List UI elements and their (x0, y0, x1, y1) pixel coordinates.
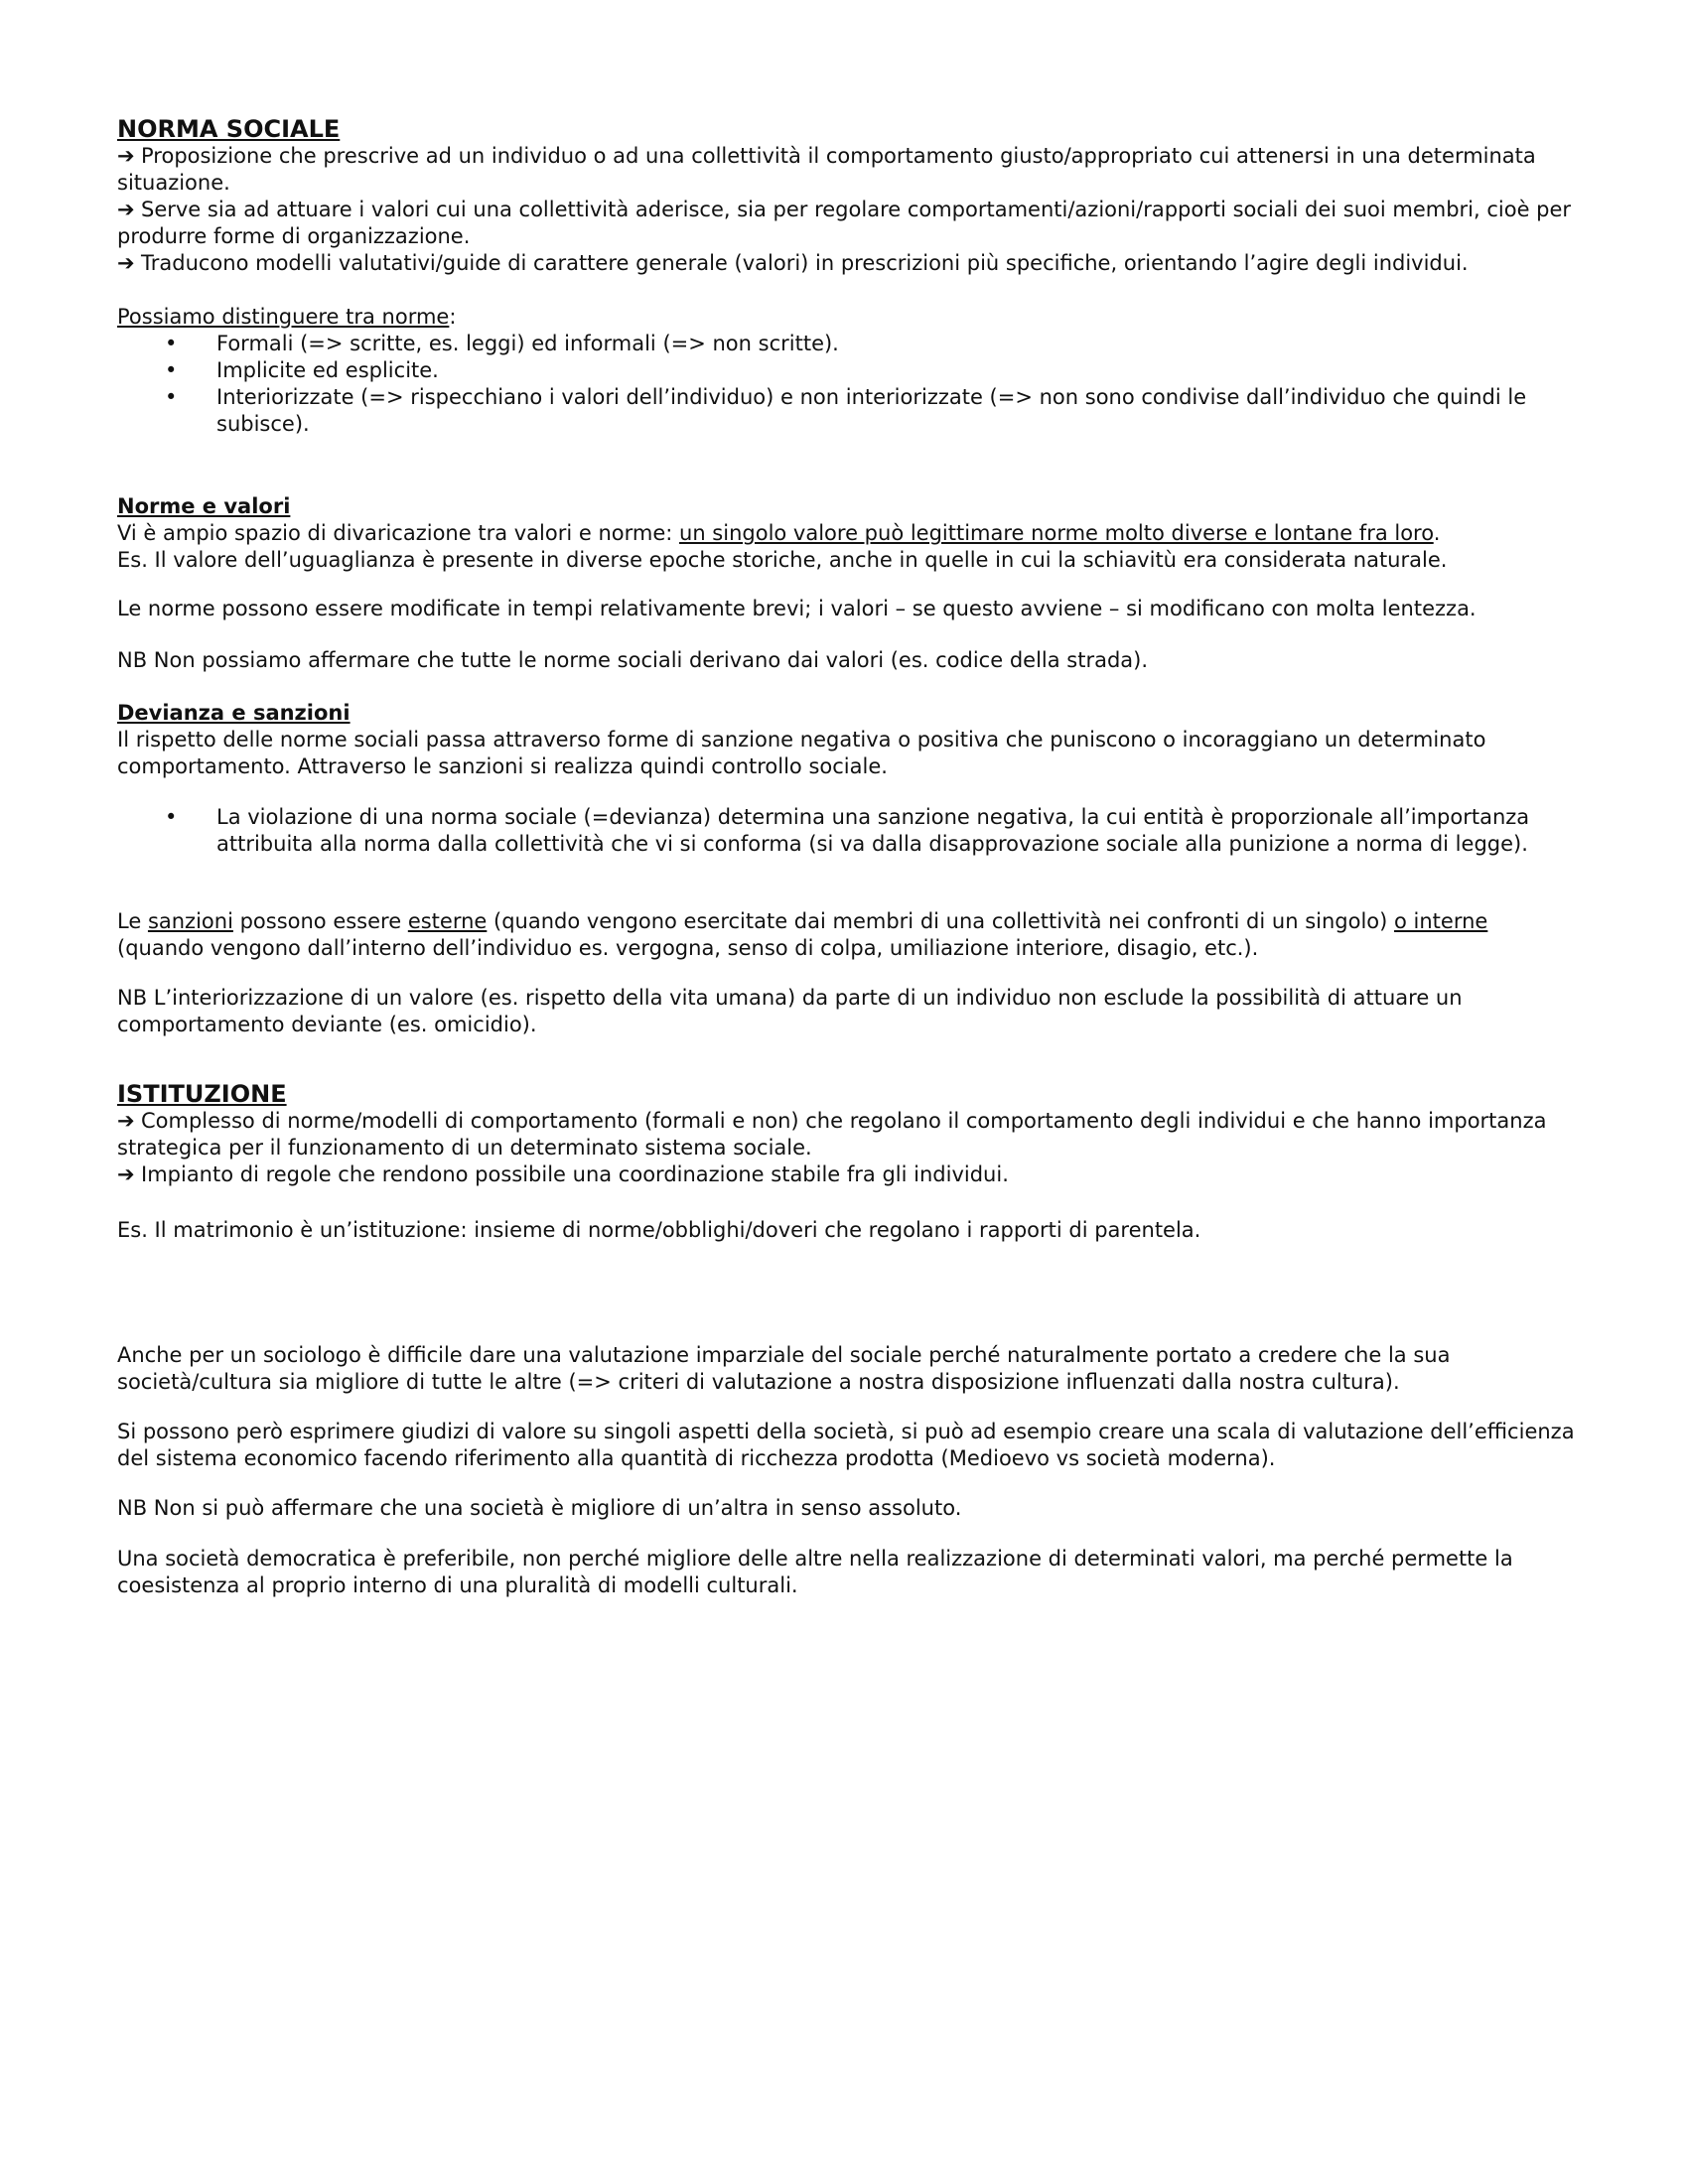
heading-istituzione: ISTITUZIONE (117, 1080, 287, 1108)
distinguish-line: Possiamo distinguere tra norme: (117, 305, 457, 329)
valutazione-p2-block (117, 1419, 1577, 1472)
valutazione-p3: NB Non si può affermare che una società è migliore di un’altra in senso assoluto. (117, 1496, 962, 1520)
section-norma-sociale (117, 116, 1577, 277)
arrow-icon: ➔ (117, 251, 135, 275)
norma-point-3: ➔ Traducono modelli valutativi/guide di carattere generale (valori) in prescrizioni più specifiche, orientando l’agire degli individui. (117, 251, 1469, 275)
arrow-icon: ➔ (117, 144, 135, 168)
devianza-nb: NB L’interiorizzazione di un valore (es. rispetto della vita umana) da parte di un individuo non esclude la possibilità di attuare un comportamento deviante (es. omicidio). (117, 986, 1463, 1036)
heading-devianza: Devianza e sanzioni (117, 701, 351, 725)
devianza-nb-block (117, 985, 1577, 1038)
valutazione-p1-block (117, 1342, 1577, 1396)
arrow-icon: ➔ (117, 1109, 135, 1133)
section-istituzione (117, 1081, 1577, 1188)
sanzioni-paragraph-block (117, 908, 1577, 962)
bullet-icon: • (165, 358, 178, 382)
arrow-icon: ➔ (117, 1162, 135, 1186)
norma-point-2: ➔ Serve sia ad attuare i valori cui una collettività aderisce, sia per regolare comportamenti/azioni/rapporti sociali dei suoi membri, cioè per produrre forme di organizzazione. (117, 198, 1572, 248)
valutazione-p4: Una società democratica è preferibile, non perché migliore delle altre nella realizzazione di determinati valori, ma perché permette la coesistenza al proprio interno di una pluralità di modelli culturali. (117, 1547, 1513, 1597)
valutazione-p1: Anche per un sociologo è difficile dare una valutazione imparziale del sociale perché naturalmente portato a credere che la sua società/cultura sia migliore di tutte le altre (=> criteri di valutazione a nostra disposizione influenzati dalla nostra cultura). (117, 1343, 1451, 1394)
norme-valori-p3: Le norme possono essere modificate in tempi relativamente brevi; i valori – se questo avviene – si modificano con molta lentezza. (117, 597, 1477, 620)
bullet-icon: • (165, 805, 178, 829)
devianza-list (117, 804, 1577, 858)
list-item: • Interiorizzate (=> rispecchiano i valori dell’individuo) e non interiorizzate (=> non sono condivise dall’individuo che quindi le subisce). (165, 385, 1527, 436)
norme-valori-p3-block (117, 596, 1577, 622)
section-norme-valori (117, 493, 1577, 574)
norme-types-list (117, 331, 1577, 438)
list-item: • Formali (=> scritte, es. leggi) ed informali (=> non scritte). (165, 332, 839, 355)
sanzioni-paragraph: Le sanzioni possono essere esterne (quando vengono esercitate dai membri di una collettività nei confronti di un singolo) o interne (quando vengono dall’interno dell’individuo es. vergogna, senso di colpa, umiliazione interiore, disagio, etc.). (117, 909, 1488, 960)
heading-norme-valori: Norme e valori (117, 494, 291, 518)
list-item: • La violazione di una norma sociale (=devianza) determina una sanzione negativa, la cui entità è proporzionale all’importanza attribuita alla norma dalla collettività che vi si conforma (si va dalla disapprovazione sociale alla punizione a norma di legge). (165, 805, 1530, 856)
istituzione-point-1: ➔ Complesso di norme/modelli di comportamento (formali e non) che regolano il comportamento degli individui e che hanno importanza strategica per il funzionamento di un determinato sistema sociale. (117, 1109, 1547, 1160)
norme-valori-nb: NB Non possiamo affermare che tutte le norme sociali derivano dai valori (es. codice della strada). (117, 648, 1149, 672)
section-devianza (117, 700, 1577, 780)
valutazione-p2: Si possono però esprimere giudizi di valore su singoli aspetti della società, si può ad esempio creare una scala di valutazione dell’efficienza del sistema economico facendo riferimento alla quantità di ricchezza prodotta (Medioevo vs società moderna). (117, 1420, 1575, 1470)
istituzione-example-block (117, 1217, 1577, 1244)
heading-norma-sociale: NORMA SOCIALE (117, 115, 341, 143)
devianza-p1: Il rispetto delle norme sociali passa attraverso forme di sanzione negativa o positiva che puniscono o incoraggiano un determinato comportamento. Attraverso le sanzioni si realizza quindi controllo sociale. (117, 728, 1486, 778)
norme-valori-nb-block (117, 647, 1577, 674)
list-item: • Implicite ed esplicite. (165, 358, 439, 382)
norme-valori-p1: Vi è ampio spazio di divaricazione tra valori e norme: un singolo valore può legittimare norme molto diverse e lontane fra loro. (117, 521, 1441, 545)
bullet-icon: • (165, 332, 178, 355)
norma-point-1: ➔ Proposizione che prescrive ad un individuo o ad una collettività il comportamento giusto/appropriato cui attenersi in una determinata situazione. (117, 144, 1536, 195)
valutazione-p4-block (117, 1546, 1577, 1599)
devianza-bullet-block (117, 804, 1577, 858)
istituzione-point-2: ➔ Impianto di regole che rendono possibile una coordinazione stabile fra gli individui. (117, 1162, 1009, 1186)
bullet-icon: • (165, 385, 178, 409)
arrow-icon: ➔ (117, 198, 135, 221)
norme-valori-p2: Es. Il valore dell’uguaglianza è presente in diverse epoche storiche, anche in quelle in cui la schiavitù era considerata naturale. (117, 548, 1448, 572)
norme-types-block (117, 304, 1577, 438)
valutazione-p3-block (117, 1495, 1577, 1522)
istituzione-example: Es. Il matrimonio è un’istituzione: insieme di norme/obblighi/doveri che regolano i rapporti di parentela. (117, 1218, 1201, 1242)
